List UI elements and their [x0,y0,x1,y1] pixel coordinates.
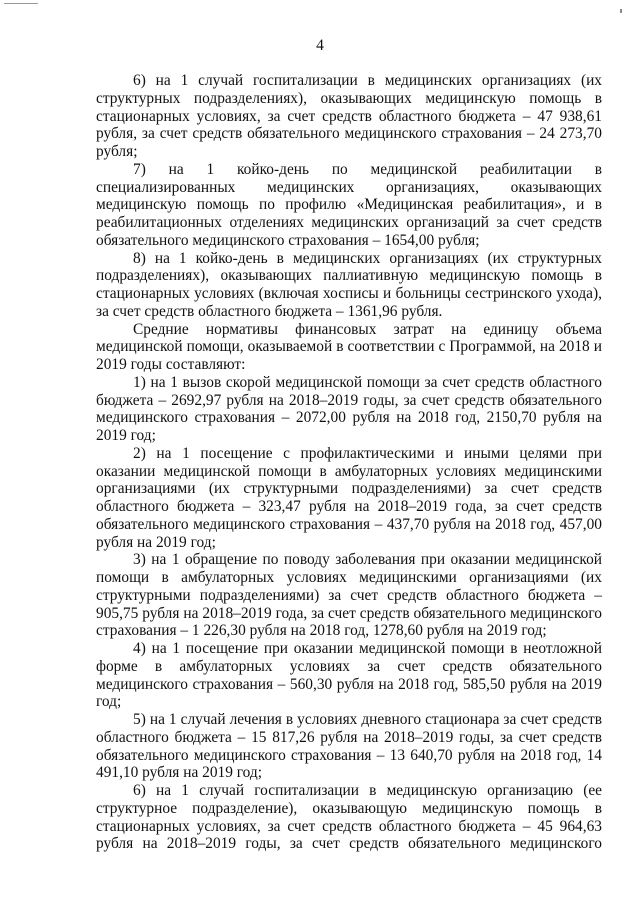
paragraph-ambulance-call: 1) на 1 вызов скорой медицинской помощи за счет средств областного бюджета – 2692,97 рубля на 2018–2019 годы, за счет средств обязательного медицинского страхования – 2072,00 рубля на 2018 год, 2150,70 рубля на 2019 год; [96,373,602,444]
document-body [96,72,602,853]
paragraph-rehabilitation-bed-day: 7) на 1 койко-день по медицинской реабилитации в специализированных медицинских организациях, оказывающих медицинскую помощь по профилю «Медицинская реабилитация», и в реабилитационных отделениях медицинских организаций за счет средств обязательного медицинского страхования – 1654,00 рубля; [96,160,602,249]
paragraph-disease-appeal: 3) на 1 обращение по поводу заболевания при оказании медицинской помощи в амбулаторных условиях медицинскими организациями (их структурными подразделениями) за счет средств областного бюджета – 905,75 рубля на 2018–2019 года, за счет средств обязательного медицинского страхования – 1 226,30 рубля на 2018 год, 1278,60 рубля на 2019 год; [96,551,602,640]
paragraph-palliative-bed-day: 8) на 1 койко-день в медицинских организациях (их структурных подразделениях), оказывающих паллиативную медицинскую помощь в стационарных условиях (включая хосписы и больницы сестринского ухода), за счет средств областного бюджета – 1361,96 рубля. [96,249,602,320]
paragraph-preventive-visit: 2) на 1 посещение с профилактическими и иными целями при оказании медицинской помощи в амбулаторных условиях медицинскими организациями (их структурными подразделениями) за счет средств областного бюджета – 323,47 рубля на 2018–2019 года, за счет средств обязательного медицинского страхования – 437,70 рубля на 2018 год, 457,00 рубля на 2019 год; [96,444,602,551]
page-number: 4 [316,37,324,54]
paragraph-average-norms-intro: Средние нормативы финансовых затрат на единицу объема медицинской помощи, оказываемой в соответствии с Программой, на 2018 и 2019 годы составляют: [96,320,602,373]
paragraph-hospitalization-organization: 6) на 1 случай госпитализации в медицинскую организацию (ее структурное подразделение), оказывающую медицинскую помощь в стационарных условиях, за счет средств областного бюджета – 45 964,63 рубля на 2018–2019 годы, за счет средств обязательного медицинского [96,782,602,853]
paragraph-day-hospital: 5) на 1 случай лечения в условиях дневного стационара за счет средств областного бюджета – 15 817,26 рубля на 2018–2019 годы, за счет средств обязательного медицинского страхования – 13 640,70 рубля на 2018 год, 14 491,10 рубля на 2019 год; [96,711,602,782]
scan-corner-mark [4,3,38,4]
paragraph-urgent-care-visit: 4) на 1 посещение при оказании медицинской помощи в неотложной форме в амбулаторных условиях за счет средств обязательного медицинского страхования – 560,30 рубля на 2018 год, 585,50 рубля на 2019 год; [96,640,602,711]
scan-tick-mark [620,9,622,13]
paragraph-hospitalization-regional: 6) на 1 случай госпитализации в медицинских организациях (их структурных подразделениях), оказывающих медицинскую помощь в стационарных условиях, за счет средств областного бюджета – 47 938,61 рубля, за счет средств обязательного медицинского страхования – 24 273,70 рубля; [96,72,602,160]
